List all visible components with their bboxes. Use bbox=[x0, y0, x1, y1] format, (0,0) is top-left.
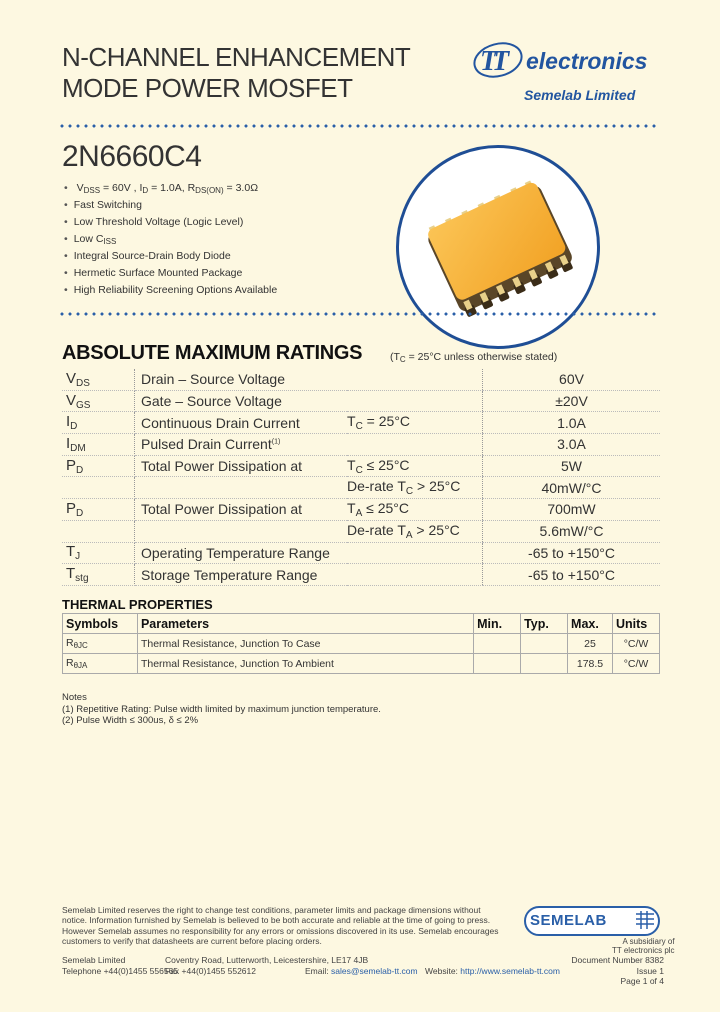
value-cell: ±20V bbox=[483, 390, 661, 412]
header-min: Min. bbox=[474, 614, 521, 634]
symbol-cell: $I_{DM}$ bbox=[62, 434, 135, 456]
description-cell: Operating Temperature Range bbox=[135, 542, 348, 564]
svg-text:T: T bbox=[480, 46, 498, 77]
value-cell: 700mW bbox=[483, 499, 661, 521]
abs-max-row bbox=[62, 369, 660, 390]
footer-address: Coventry Road, Lutterworth, Leicestershire, LE17 4JB Fax +44(0)1455 552612 bbox=[165, 955, 369, 976]
min-cell bbox=[474, 654, 521, 674]
value-cell: 60V bbox=[483, 369, 661, 390]
abs-max-row bbox=[62, 434, 660, 456]
abs-max-row bbox=[62, 390, 660, 412]
abs-max-conditions: ($T_C = 25^\circ C$ unless otherwise stated) bbox=[390, 351, 558, 364]
symbol-cell bbox=[62, 520, 135, 542]
abs-max-title: ABSOLUTE MAXIMUM RATINGS bbox=[62, 342, 363, 364]
feature-item: • Integral Source-Drain Body Diode bbox=[64, 248, 277, 265]
header-parameters: Parameters bbox=[137, 614, 473, 634]
symbol-cell bbox=[62, 477, 135, 499]
feature-item: • High Reliability Screening Options Available bbox=[64, 282, 277, 299]
part-number: 2N6660C4 bbox=[62, 140, 202, 173]
condition-cell: De-rate $T_C > 25^\circ C$ bbox=[347, 477, 483, 499]
condition-cell bbox=[347, 564, 483, 586]
value-cell: -65 to +150°C bbox=[483, 542, 661, 564]
disclaimer: Semelab Limited reserves the right to change test conditions, parameter limits and package dimensions without notice. Information furnished by Semelab is believed to be both accurate and reliable at the time of going to press. However Semelab assumes no responsibility for any errors or omissions discovered in its use. Semelab encourages customers to verify that datasheets are current before placing orders. bbox=[62, 905, 499, 946]
symbol-cell: $T_{stg}$ bbox=[62, 564, 135, 586]
description-cell bbox=[135, 520, 348, 542]
abs-max-row bbox=[62, 455, 660, 477]
value-cell: 5W bbox=[483, 455, 661, 477]
thermal-title: THERMAL PROPERTIES bbox=[62, 597, 213, 612]
symbol-cell: $V_{DS}$ bbox=[62, 369, 135, 390]
thermal-table bbox=[62, 613, 660, 674]
condition-cell: $T_C = 25^\circ C$ bbox=[347, 412, 483, 434]
abs-max-row bbox=[62, 542, 660, 564]
footer-company: Semelab Limited Telephone +44(0)1455 556565 bbox=[62, 955, 179, 976]
condition-cell: De-rate $T_A > 25^\circ C$ bbox=[347, 520, 483, 542]
min-cell bbox=[474, 634, 521, 654]
value-cell: -65 to +150°C bbox=[483, 564, 661, 586]
typ-cell bbox=[521, 654, 568, 674]
max-cell: 178.5 bbox=[568, 654, 613, 674]
document-title bbox=[62, 42, 410, 104]
description-cell bbox=[135, 477, 348, 499]
footer-website: Website: http://www.semelab-tt.com bbox=[425, 965, 560, 976]
units-cell: °C/W bbox=[613, 654, 660, 674]
logo-subtitle: Semelab Limited bbox=[524, 87, 636, 103]
symbol-cell: $V_{GS}$ bbox=[62, 390, 135, 412]
notes bbox=[62, 692, 381, 727]
units-cell: °C/W bbox=[613, 634, 660, 654]
value-cell: 5.6mW/°C bbox=[483, 520, 661, 542]
feature-item: • Low $C_{ISS}$ bbox=[64, 231, 277, 248]
package-chip-icon bbox=[399, 148, 597, 346]
subsidiary-note: A subsidiary of TT electronics plc bbox=[612, 937, 675, 955]
title-line-1: N-CHANNEL ENHANCEMENT bbox=[62, 42, 411, 72]
description-cell: Drain – Source Voltage bbox=[135, 369, 348, 390]
condition-cell bbox=[347, 434, 483, 456]
value-cell: 1.0A bbox=[483, 412, 661, 434]
header-units: Units bbox=[613, 614, 660, 634]
symbol-cell: $R_{\theta JA}$ bbox=[63, 654, 138, 674]
symbol-cell: $I_D$ bbox=[62, 412, 135, 434]
note-2: (2) Pulse Width ≤ 300us, δ ≤ 2% bbox=[62, 715, 199, 726]
thermal-header-row bbox=[63, 614, 660, 634]
header-symbols: Symbols bbox=[63, 614, 138, 634]
abs-max-row bbox=[62, 520, 660, 542]
header-max: Max. bbox=[568, 614, 613, 634]
condition-cell bbox=[347, 369, 483, 390]
package-image-frame bbox=[396, 145, 600, 349]
notes-title: Notes bbox=[62, 692, 87, 703]
description-cell: Gate – Source Voltage bbox=[135, 390, 348, 412]
parameter-cell: Thermal Resistance, Junction To Case bbox=[137, 634, 473, 654]
semelab-grid-icon bbox=[636, 911, 654, 929]
tt-logo-icon bbox=[470, 40, 526, 80]
symbol-cell: $R_{\theta JC}$ bbox=[63, 634, 138, 654]
symbol-cell: $P_D$ bbox=[62, 455, 135, 477]
description-cell: Storage Temperature Range bbox=[135, 564, 348, 586]
email-link[interactable]: sales@semelab-tt.com bbox=[331, 965, 418, 976]
abs-max-row bbox=[62, 564, 660, 586]
max-cell: 25 bbox=[568, 634, 613, 654]
abs-max-table bbox=[62, 369, 660, 586]
feature-list bbox=[64, 180, 277, 299]
footer-email: Email: sales@semelab-tt.com bbox=[305, 965, 418, 976]
abs-max-row bbox=[62, 477, 660, 499]
description-cell: Continuous Drain Current bbox=[135, 412, 348, 434]
note-1: (1) Repetitive Rating: Pulse width limited by maximum junction temperature. bbox=[62, 703, 381, 715]
thermal-row bbox=[63, 654, 660, 674]
description-cell: Total Power Dissipation at bbox=[135, 499, 348, 521]
value-cell: 40mW/°C bbox=[483, 477, 661, 499]
feature-item: • Low Threshold Voltage (Logic Level) bbox=[64, 214, 277, 231]
condition-cell: $T_C \le 25^\circ C$ bbox=[347, 455, 483, 477]
header-typ: Typ. bbox=[521, 614, 568, 634]
dotted-divider-middle bbox=[58, 312, 660, 316]
typ-cell bbox=[521, 634, 568, 654]
abs-max-row bbox=[62, 412, 660, 434]
semelab-logo-text: SEMELAB bbox=[530, 912, 607, 929]
title-line-2: MODE POWER MOSFET bbox=[62, 73, 353, 103]
feature-item: • Fast Switching bbox=[64, 197, 277, 214]
description-cell: Pulsed Drain Current$^{(1)}$ bbox=[135, 434, 348, 456]
condition-cell: $T_A \le 25^\circ C$ bbox=[347, 499, 483, 521]
website-link[interactable]: http://www.semelab-tt.com bbox=[460, 965, 560, 976]
abs-max-row bbox=[62, 499, 660, 521]
value-cell: 3.0A bbox=[483, 434, 661, 456]
dotted-divider-top bbox=[58, 124, 660, 128]
symbol-cell: $P_D$ bbox=[62, 499, 135, 521]
feature-item: • $V_{DSS} = 60V$ , $I_D = 1.0A$, $R_{DS(ON)} = 3.0\Omega$ bbox=[64, 180, 277, 197]
logo-brand: electronics bbox=[526, 48, 648, 74]
parameter-cell: Thermal Resistance, Junction To Ambient bbox=[137, 654, 473, 674]
footer-doc-info: Document Number 8382 Issue 1 Page 1 of 4 bbox=[571, 955, 664, 986]
thermal-row bbox=[63, 634, 660, 654]
feature-item: • Hermetic Surface Mounted Package bbox=[64, 265, 277, 282]
condition-cell bbox=[347, 390, 483, 412]
description-cell: Total Power Dissipation at bbox=[135, 455, 348, 477]
condition-cell bbox=[347, 542, 483, 564]
symbol-cell: $T_J$ bbox=[62, 542, 135, 564]
svg-text:T: T bbox=[492, 46, 510, 77]
